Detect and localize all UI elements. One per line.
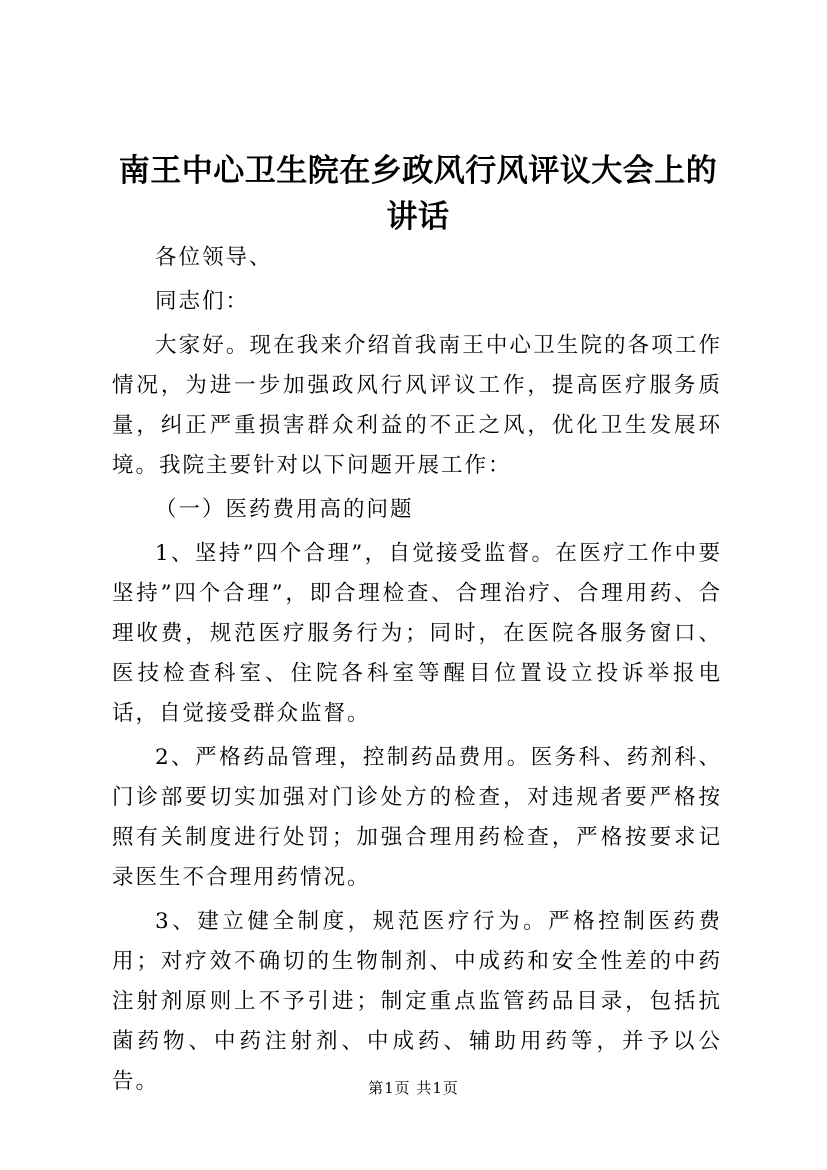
point-1-paragraph: 1、坚持”四个合理”，自觉接受监督。在医疗工作中要坚持”四个合理”，即合理检查、合理治疗、合理用药、合理收费，规范医疗服务行为；同时，在医院各服务窗口、医技检查科室、住院各科室等醒目位置设立投诉举报电话，自觉接受群众监督。	[112, 541, 722, 726]
point-2-paragraph: 2、严格药品管理，控制药品费用。医务科、药剂科、门诊部要切实加强对门诊处方的检查，对违规者要严格按照有关制度进行处罚；加强合理用药检查，严格按要求记录医生不合理用药情况。	[112, 745, 722, 890]
document-body	[112, 238, 722, 1102]
point-3-paragraph: 3、建立健全制度，规范医疗行为。严格控制医药费用；对疗效不确切的生物制剂、中成药和安全性差的中药注射剂原则上不予引进；制定重点监管药品目录，包括抗菌药物、中药注射剂、中成药、辅助用药等，并予以公告。	[112, 909, 722, 1094]
salutation-leaders: 各位领导、	[155, 245, 273, 270]
intro-paragraph: 大家好。现在我来介绍首我南王中心卫生院的各项工作情况，为进一步加强政风行风评议工作，提高医疗服务质量，纠正严重损害群众利益的不正之风，优化卫生发展环境。我院主要针对以下问题开展工作：	[112, 333, 722, 478]
salutation-comrades: 同志们：	[155, 289, 250, 314]
document-title: 南王中心卫生院在乡政风行风评议大会上的讲话	[118, 153, 718, 235]
section-heading: （一）医药费用高的问题	[155, 497, 414, 522]
page-number-footer: 第1页 共1页	[368, 1079, 459, 1097]
